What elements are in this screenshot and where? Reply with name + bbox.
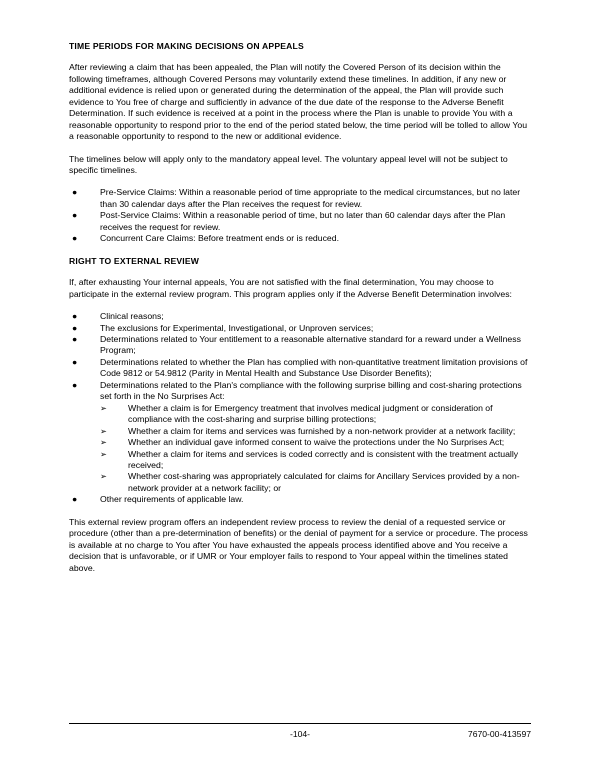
sub-list-item-text: Whether a claim for items and services was furnished by a non-network provider at a network facility;	[128, 425, 516, 436]
list-item-text: Determinations related to the Plan's compliance with the following surprise billing and cost-sharing protections set forth in the No Surprises Act:	[100, 379, 522, 402]
list-item	[69, 380, 529, 495]
list-item	[69, 187, 529, 210]
list-item	[69, 233, 529, 244]
bullet-icon: ●	[72, 322, 78, 333]
arrow-bullet-icon: ➢	[100, 471, 107, 482]
bullet-icon: ●	[72, 210, 78, 221]
arrow-bullet-icon: ➢	[100, 448, 107, 459]
sub-list-item-text: Whether cost-sharing was appropriately calculated for claims for Ancillary Services provided by a non-network provider at a network facility; or	[128, 471, 520, 493]
list-item-text: Determinations related to Your entitlement to a reasonable alternative standard for a reward under a Wellness Program;	[100, 333, 521, 356]
sub-list-item-text: Whether a claim is for Emergency treatment that involves medical judgment or consideration of compliance with the cost-sharing and surprise billing protections;	[128, 402, 493, 425]
paragraph-appeal-timeframes: After reviewing a claim that has been appealed, the Plan will notify the Covered Person of its decision within the following timeframes, although Covered Persons may voluntarily extend these timelines. In addition, if any new or additional evidence is relied upon or generated during the determination of the appeal, the Plan will provide such evidence to You free of charge and sufficiently in advance of the due date of the response to the Adverse Benefit Determination. If such evidence is received at a point in the process where the Plan is unable to provide You with a reasonable opportunity to respond prior to the end of the period stated below, the time period will be tolled to allow You a reasonable opportunity to respond to the new or additional evidence.	[69, 62, 528, 142]
bullet-icon: ●	[72, 311, 78, 322]
sub-list-item	[100, 471, 529, 494]
list-item-text: The exclusions for Experimental, Investigational, or Unproven services;	[100, 322, 374, 333]
bullet-icon: ●	[72, 233, 78, 244]
footer-divider	[69, 723, 531, 724]
arrow-bullet-icon: ➢	[100, 425, 107, 436]
list-item	[69, 323, 529, 334]
list-item	[69, 210, 529, 233]
list-item-text: Other requirements of applicable law.	[100, 494, 244, 505]
sub-list-item	[100, 426, 529, 437]
sub-list-item-text: Whether an individual gave informed consent to waive the protections under the No Surprises Act;	[128, 437, 505, 448]
page-footer	[69, 728, 531, 742]
sub-list-item-text: Whether a claim for items and services is coded correctly and is consistent with the treatment actually received;	[128, 448, 519, 470]
sub-list-item	[100, 449, 529, 472]
bullet-icon: ●	[72, 333, 78, 344]
list-item	[69, 334, 529, 357]
bullet-icon: ●	[72, 379, 78, 390]
list-external-review-criteria	[69, 311, 529, 506]
page-content	[69, 41, 529, 585]
paragraph-external-review-closing: This external review program offers an independent review process to review the denial of a requested service or procedure (other than a pre-determination of benefits) or the denial of payment for a service or procedure. The process is available at no charge to You after You have exhausted the appeals process identified above and You receive a decision that is unfavorable, or if UMR or Your employer fails to respond to Your appeal within the timelines stated above.	[69, 516, 528, 573]
bullet-icon: ●	[72, 356, 78, 367]
list-item-text: Clinical reasons;	[100, 311, 164, 322]
arrow-bullet-icon: ➢	[100, 437, 107, 448]
section-heading-time-periods: TIME PERIODS FOR MAKING DECISIONS ON APPEALS	[69, 41, 304, 51]
list-item	[69, 494, 529, 505]
list-item	[69, 311, 529, 322]
list-appeal-timelines	[69, 187, 529, 244]
list-item-text: Pre-Service Claims: Within a reasonable period of time appropriate to the medical circumstances, but no later than 30 calendar days after the Plan receives the request for review.	[100, 187, 521, 209]
sub-list-item	[100, 437, 529, 448]
list-no-surprises-act-protections	[100, 403, 529, 495]
list-item-text: Concurrent Care Claims: Before treatment ends or is reduced.	[100, 233, 340, 244]
footer-page-number: -104-	[289, 729, 311, 739]
list-item-text: Determinations related to whether the Plan has complied with non-quantitative treatment limitation provisions of Code 9812 or 54.9812 (Parity in Mental Health and Substance Use Disorder Benefits);	[100, 356, 528, 379]
list-item-text: Post-Service Claims: Within a reasonable period of time, but no later than 60 calendar days after the Plan receives the request for review.	[100, 210, 506, 232]
footer-document-id: 7670-00-413597	[467, 729, 531, 739]
section-heading-external-review: RIGHT TO EXTERNAL REVIEW	[69, 255, 200, 266]
list-item	[69, 357, 529, 380]
paragraph-mandatory-appeal-level: The timelines below will apply only to the mandatory appeal level. The voluntary appeal level will not be subject to specific timelines.	[69, 153, 508, 176]
bullet-icon: ●	[72, 187, 78, 198]
sub-list-item	[100, 403, 529, 426]
paragraph-external-review-intro: If, after exhausting Your internal appeals, You are not satisfied with the final determination, You may choose to participate in the external review program. This program applies only if the Adverse Benefit Determination involves:	[69, 277, 512, 299]
arrow-bullet-icon: ➢	[100, 402, 107, 413]
bullet-icon: ●	[72, 494, 78, 505]
